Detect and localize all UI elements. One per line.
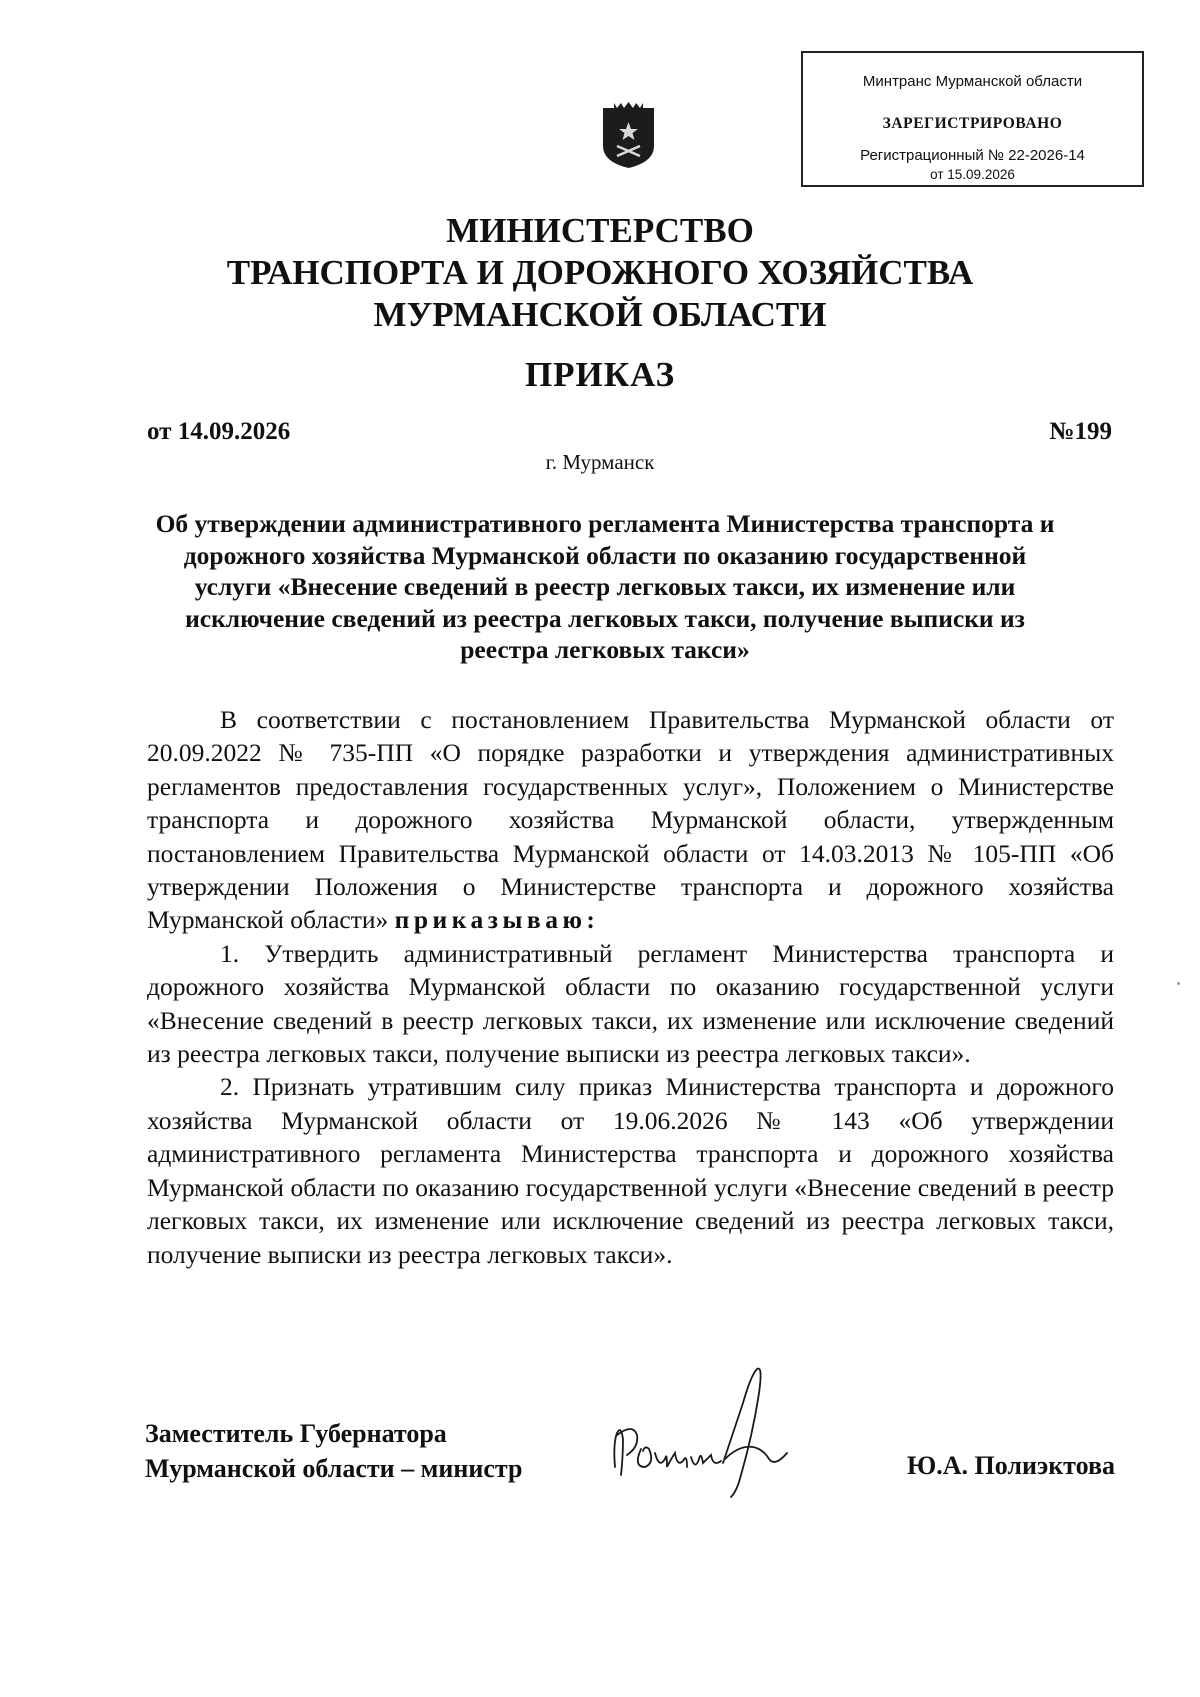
scan-speck bbox=[1177, 982, 1180, 985]
stamp-organization: Минтранс Мурманской области bbox=[862, 73, 1083, 90]
order-date: от 14.09.2026 bbox=[147, 418, 291, 445]
ministry-line-3: МУРМАНСКОЙ ОБЛАСТИ bbox=[373, 295, 827, 334]
order-word: приказываю: bbox=[394, 905, 600, 935]
signatory-position-line-1: Заместитель Губернатора bbox=[145, 1419, 447, 1448]
order-number: №199 bbox=[1049, 418, 1112, 445]
ministry-line-1: МИНИСТЕРСТВО bbox=[446, 211, 754, 250]
order-city: г. Мурманск bbox=[545, 450, 655, 474]
order-title: Об утверждении административного регламента Министерства транспорта и дорожного хозяйства Мурманской области по оказанию государственной услуги «Внесение сведений в реестр легковых такси, их изменение или исключение сведений из реестра легковых такси, получение выписки из реестра легковых такси» bbox=[155, 509, 1055, 664]
stamp-registration-number: Регистрационный № 22-2026-14 bbox=[860, 147, 1085, 164]
ministry-line-2: ТРАНСПОРТА И ДОРОЖНОГО ХОЗЯЙСТВА bbox=[226, 253, 974, 292]
signatory-position bbox=[145, 1416, 522, 1486]
handwritten-signature bbox=[603, 1363, 798, 1505]
order-item-1: 1. Утвердить административный регламент Министерства транспорта и дорожного хозяйства Мурманской области по оказанию государственной услуги «Внесение сведений в реестр легковых такси, их изменение или исключение сведений из реестра легковых такси, получение выписки из реестра легковых такси». bbox=[147, 938, 1114, 1069]
ministry-name bbox=[0, 210, 1200, 336]
signatory-name: Ю.А. Полиэктова bbox=[906, 1451, 1115, 1480]
preamble-text: В соответствии с постановлением Правительства Мурманской области от 20.09.2022 № 735-ПП «О порядке разработки и утверждения административных регламентов предоставления государственных услуг», Положением о Министерстве транспорта и дорожного хозяйства Мурманской области, утвержденным постановлением Правительства Мурманской области от 14.03.2013 № 105-ПП «Об утверждении Положения о Министерстве транспорта и дорожного хозяйства Мурманской области» bbox=[147, 705, 1114, 935]
preamble-paragraph bbox=[147, 703, 1114, 937]
document-type: ПРИКАЗ bbox=[524, 355, 676, 394]
stamp-date: от 15.09.2026 bbox=[930, 167, 1015, 182]
registration-stamp bbox=[801, 51, 1144, 187]
signatory-position-line-2: Мурманской области – министр bbox=[145, 1454, 523, 1483]
order-item-2: 2. Признать утратившим силу приказ Министерства транспорта и дорожного хозяйства Мурманской области от 19.06.2026 № 143 «Об утверждении административного регламента Министерства транспорта и дорожного хозяйства Мурманской области по оказанию государственной услуги «Внесение сведений в реестр легковых такси, их изменение или исключение сведений из реестра легковых такси, получение выписки из реестра легковых такси». bbox=[147, 1072, 1114, 1269]
order-body bbox=[147, 703, 1114, 1271]
coat-of-arms-icon bbox=[600, 102, 657, 169]
stamp-status: ЗАРЕГИСТРИРОВАНО bbox=[882, 115, 1063, 132]
